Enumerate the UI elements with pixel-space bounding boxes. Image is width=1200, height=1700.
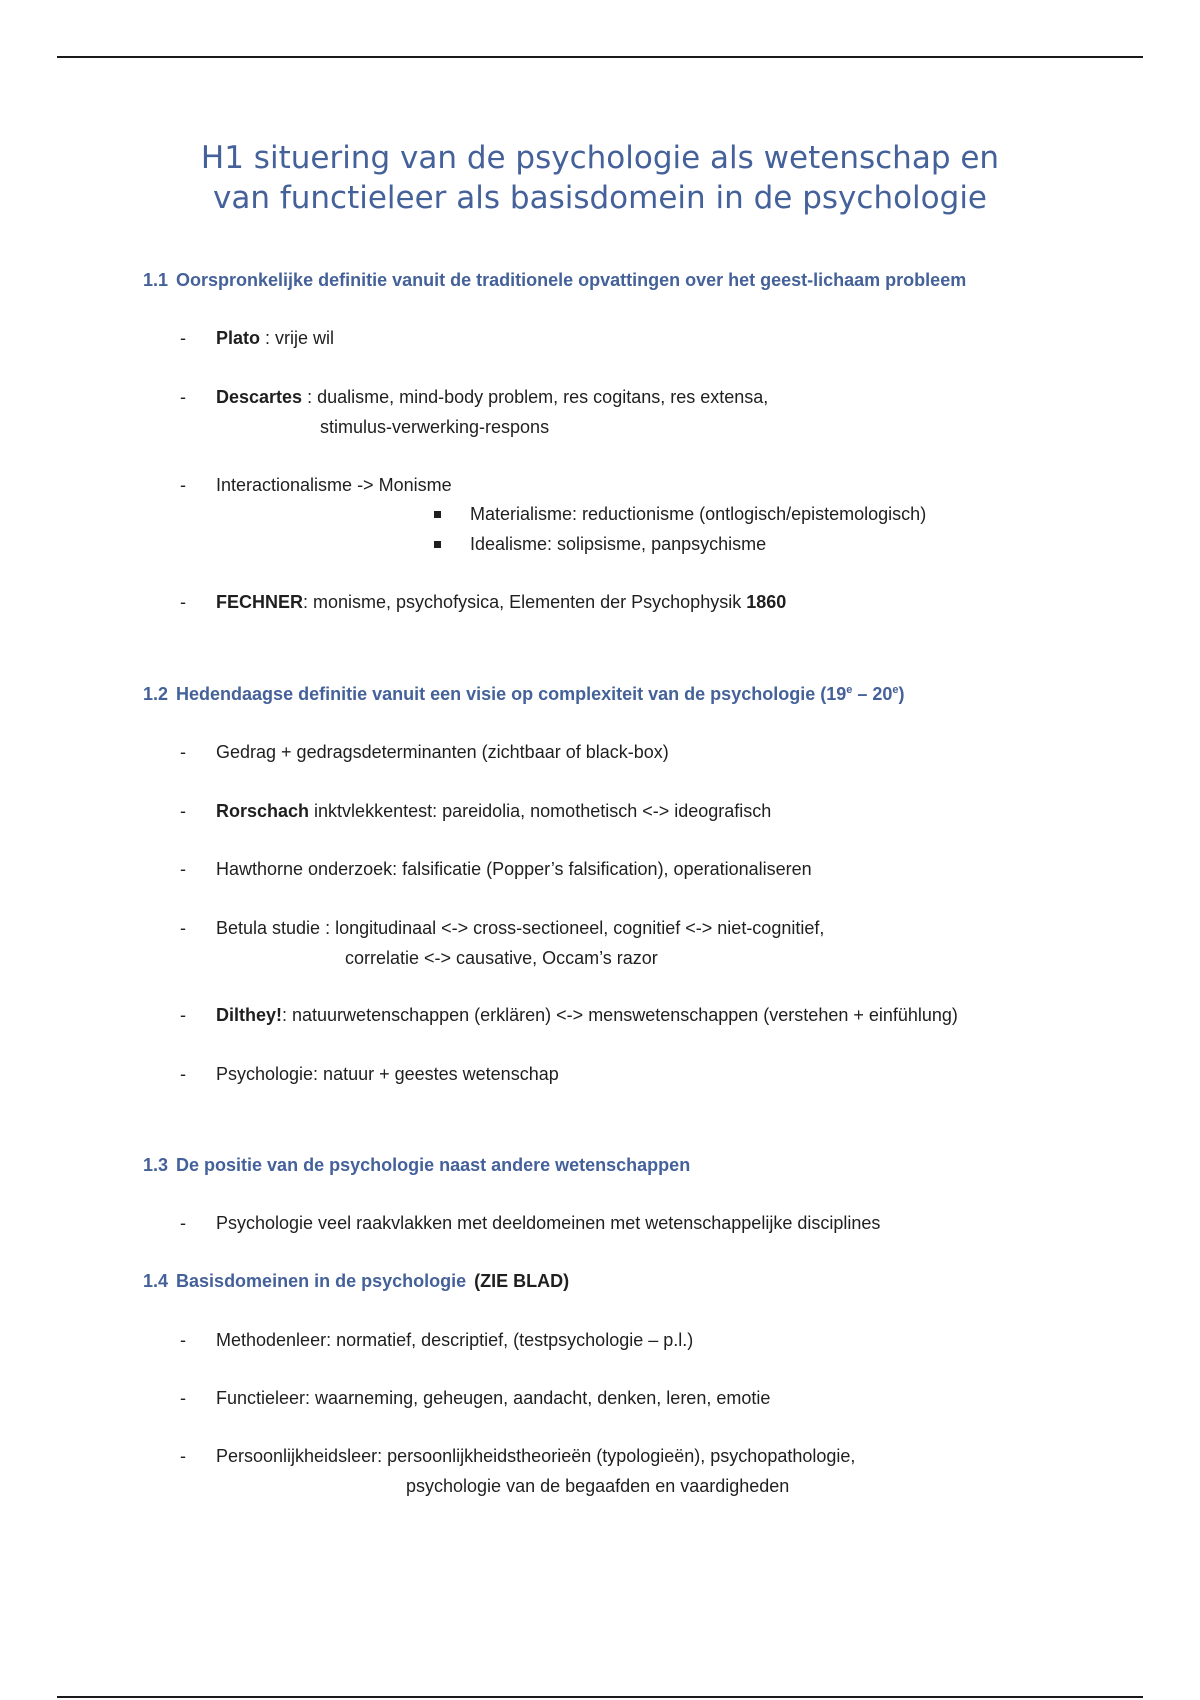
item-continuation: correlatie <-> causative, Occam’s razor — [345, 948, 658, 968]
section-heading-1-1 — [143, 268, 966, 292]
dash-bullet: - — [180, 387, 186, 407]
item-text: Persoonlijkheidsleer: persoonlijkheidstheorieën (typologieën), psychopathologie, — [216, 1446, 856, 1466]
superscript: e — [846, 684, 853, 696]
item-text: Betula studie : longitudinaal <-> cross-sectioneel, cognitief <-> niet-cognitief, — [216, 918, 825, 938]
item-continuation: stimulus-verwerking-respons — [320, 417, 550, 437]
section-title: Oorspronkelijke definitie vanuit de traditionele opvattingen over het geest-lichaam probleem — [176, 270, 967, 290]
item-text: inktvlekkentest: pareidolia, nomothetisch <-> ideografisch — [309, 801, 772, 821]
dash-bullet: - — [180, 1388, 186, 1408]
item-text: : vrije wil — [260, 328, 335, 348]
item-text: : monisme, psychofysica, Elementen der Psychophysik — [303, 592, 747, 612]
dash-bullet: - — [180, 592, 186, 612]
dash-bullet: - — [180, 1446, 186, 1466]
item-keyword: FECHNER — [216, 592, 304, 612]
square-bullet-icon — [434, 511, 441, 518]
item-text: Gedrag + gedragsdeterminanten (zichtbaar of black-box) — [216, 742, 669, 762]
dash-bullet: - — [180, 918, 186, 938]
item-text: Interactionalisme -> Monisme — [216, 475, 452, 495]
section-heading-1-3 — [143, 1153, 690, 1177]
section-title-post: ) — [898, 684, 905, 704]
item-text: Functieleer: waarneming, geheugen, aandacht, denken, leren, emotie — [216, 1388, 771, 1408]
section-title: De positie van de psychologie naast andere wetenschappen — [176, 1155, 691, 1175]
item-text: Hawthorne onderzoek: falsificatie (Popper’s falsification), operationaliseren — [216, 859, 812, 879]
section-number: 1.1 — [143, 270, 169, 290]
item-keyword: Dilthey! — [216, 1005, 283, 1025]
item-continuation: psychologie van de begaafden en vaardigheden — [406, 1476, 790, 1496]
bottom-rule — [57, 1696, 1143, 1698]
page-title-line-2: van functieleer als basisdomein in de psychologie — [212, 180, 988, 216]
dash-bullet: - — [180, 859, 186, 879]
section-number: 1.2 — [143, 684, 169, 704]
dash-bullet: - — [180, 1064, 186, 1084]
section-title: Basisdomeinen in de psychologie — [176, 1271, 467, 1291]
item-text: Psychologie: natuur + geestes wetenschap — [216, 1064, 559, 1084]
item-text: Psychologie veel raakvlakken met deeldomeinen met wetenschappelijke disciplines — [216, 1213, 881, 1233]
square-bullet-icon — [434, 541, 441, 548]
page-title — [0, 138, 1200, 218]
section-title-mid: – 20 — [852, 684, 893, 704]
dash-bullet: - — [180, 742, 186, 762]
section-title-pre: Hedendaagse definitie vanuit een visie op complexiteit van de psychologie (19 — [176, 684, 847, 704]
item-keyword: Descartes — [216, 387, 303, 407]
item-keyword: Plato — [216, 328, 261, 348]
sub-item-text: Idealisme: solipsisme, panpsychisme — [470, 534, 767, 554]
item-year: 1860 — [746, 592, 787, 612]
item-text: : natuurwetenschappen (erklären) <-> menswetenschappen (verstehen + einfühlung) — [282, 1005, 958, 1025]
item-text: : dualisme, mind-body problem, res cogitans, res extensa, — [302, 387, 769, 407]
section-heading-1-4 — [143, 1269, 569, 1293]
page-title-line-1: H1 situering van de psychologie als wetenschap en — [200, 140, 1000, 176]
section-number: 1.3 — [143, 1155, 169, 1175]
dash-bullet: - — [180, 328, 186, 348]
section-note: (ZIE BLAD) — [474, 1271, 570, 1291]
dash-bullet: - — [180, 1005, 186, 1025]
item-keyword: Rorschach — [216, 801, 310, 821]
top-rule — [57, 56, 1143, 58]
superscript: e — [892, 684, 899, 696]
item-text: Methodenleer: normatief, descriptief, (testpsychologie – p.l.) — [216, 1330, 694, 1350]
sub-item-text: Materialisme: reductionisme (ontlogisch/epistemologisch) — [470, 504, 927, 524]
dash-bullet: - — [180, 1330, 186, 1350]
dash-bullet: - — [180, 801, 186, 821]
dash-bullet: - — [180, 475, 186, 495]
dash-bullet: - — [180, 1213, 186, 1233]
section-number: 1.4 — [143, 1271, 169, 1291]
section-heading-1-2 — [143, 682, 905, 706]
